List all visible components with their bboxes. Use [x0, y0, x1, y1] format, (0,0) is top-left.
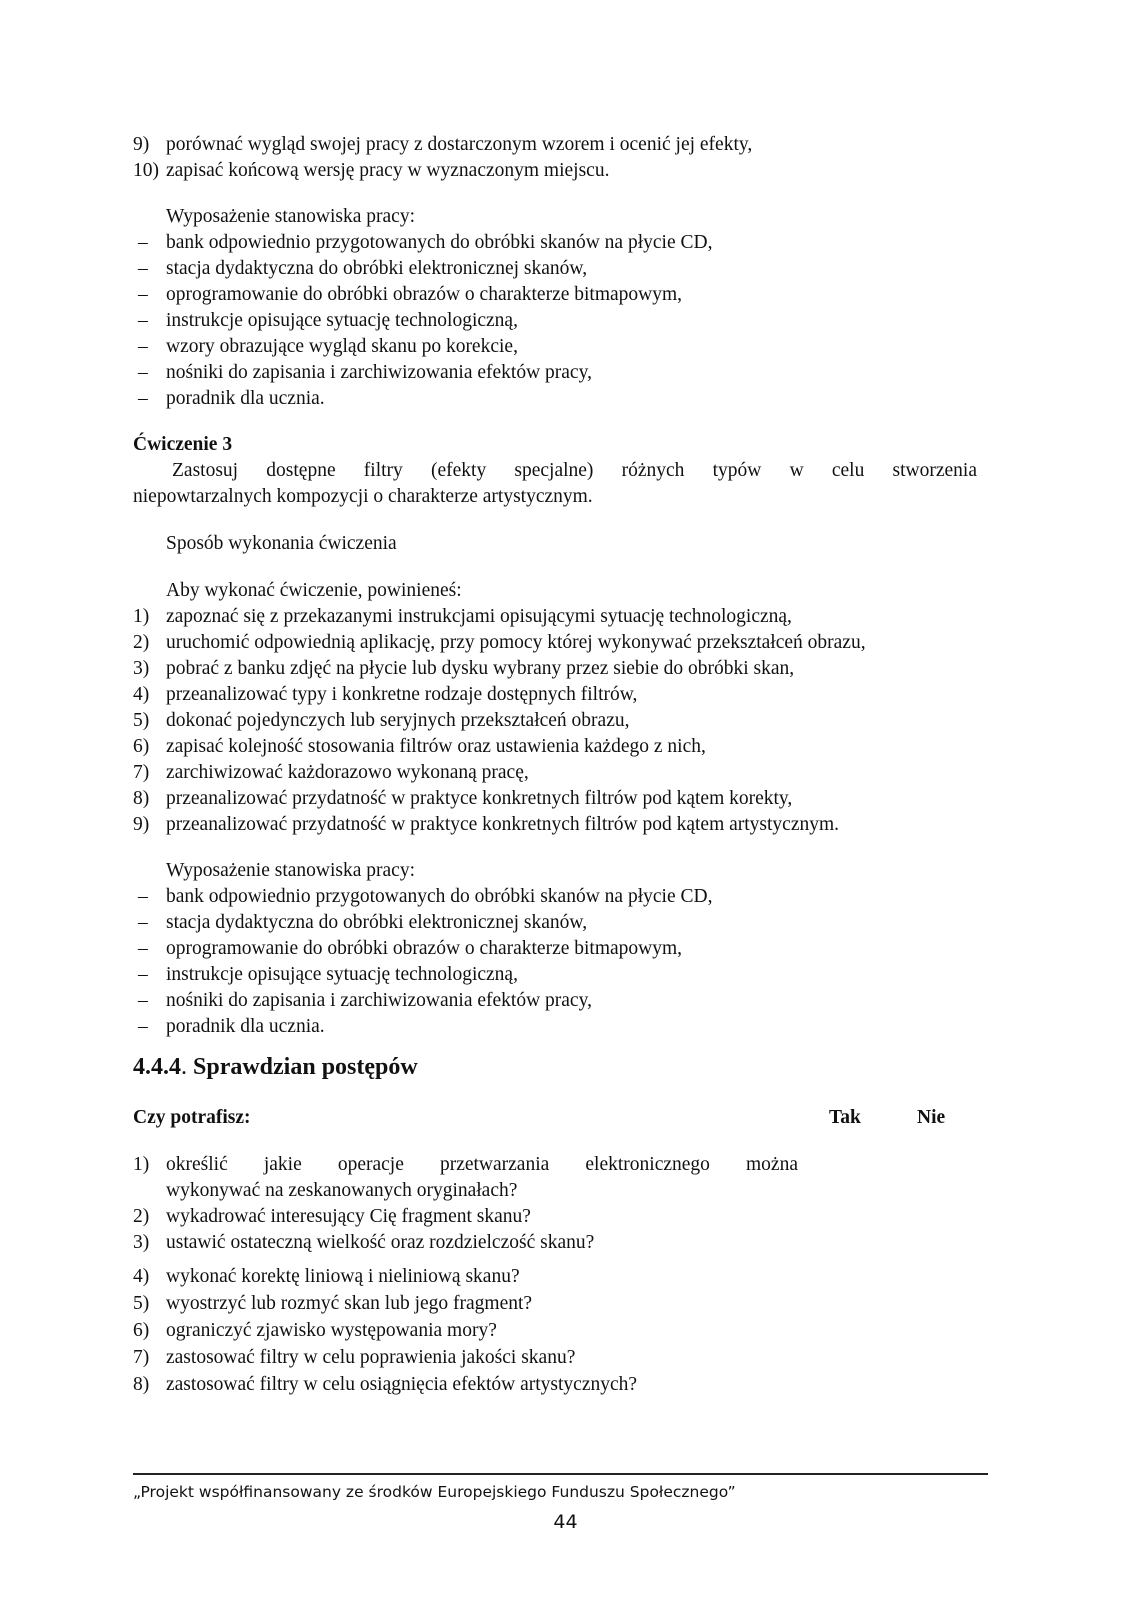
step-number: 5): [133, 710, 150, 731]
footer-divider: [133, 1473, 988, 1475]
equipment-item: oprogramowanie do obróbki obrazów o charakterze bitmapowym,: [166, 938, 683, 959]
steps-intro: Aby wykonać ćwiczenie, powinieneś:: [166, 580, 462, 601]
section-heading: [133, 1054, 418, 1081]
step-number: 3): [133, 658, 150, 679]
dash-bullet: –: [138, 938, 148, 959]
question-number: 4): [133, 1266, 150, 1287]
list-item: [133, 133, 149, 157]
step-text: zapisać kolejność stosowania filtrów oraz ustawienia każdego z nich,: [166, 736, 706, 757]
step-text: przeanalizować przydatność w praktyce konkretnych filtrów pod kątem artystycznym.: [166, 814, 840, 835]
dash-bullet: –: [138, 990, 148, 1011]
equipment-item: bank odpowiednio przygotowanych do obróbki skanów na płycie CD,: [166, 232, 713, 253]
question-text: zastosować filtry w celu osiągnięcia efektów artystycznych?: [166, 1374, 638, 1395]
list-item-text: zapisać końcową wersję pracy w wyznaczonym miejscu.: [166, 160, 610, 181]
step-number: 6): [133, 736, 150, 757]
equipment-item: instrukcje opisujące sytuację technologiczną,: [166, 310, 518, 331]
column-header-yes: Tak: [829, 1107, 861, 1128]
equipment-item: poradnik dla ucznia.: [166, 1016, 325, 1037]
step-number: 2): [133, 632, 150, 653]
step-text: dokonać pojedynczych lub seryjnych przekształceń obrazu,: [166, 710, 630, 731]
question-number: 7): [133, 1347, 150, 1368]
dash-bullet: –: [138, 258, 148, 279]
step-number: 7): [133, 762, 150, 783]
section-title: Sprawdzian postępów: [193, 1054, 418, 1080]
list-item-text: porównać wygląd swojej pracy z dostarczonym wzorem i ocenić jej efekty,: [166, 134, 753, 155]
equipment-item: nośniki do zapisania i zarchiwizowania efektów pracy,: [166, 990, 592, 1011]
section-number: 4.4.4: [133, 1054, 181, 1080]
equipment-item: nośniki do zapisania i zarchiwizowania efektów pracy,: [166, 362, 592, 383]
step-number: 9): [133, 814, 150, 835]
page-number: 44: [553, 1511, 578, 1533]
step-number: 1): [133, 606, 150, 627]
step-text: zarchiwizować każdorazowo wykonaną pracę,: [166, 762, 529, 783]
step-number: 8): [133, 788, 150, 809]
step-text: uruchomić odpowiednią aplikację, przy pomocy której wykonywać przekształceń obrazu,: [166, 632, 866, 653]
question-number: 5): [133, 1293, 150, 1314]
dash-bullet: –: [138, 362, 148, 383]
equipment-item: instrukcje opisujące sytuację technologiczną,: [166, 964, 518, 985]
question-number: 8): [133, 1374, 150, 1395]
dash-bullet: –: [138, 310, 148, 331]
question-text-line-2: wykonywać na zeskanowanych oryginałach?: [166, 1180, 518, 1201]
equipment-heading: Wyposażenie stanowiska pracy:: [166, 206, 415, 227]
question-header: Czy potrafisz:: [133, 1107, 251, 1128]
question-text: ograniczyć zjawisko występowania mory?: [166, 1320, 497, 1341]
equipment-item: bank odpowiednio przygotowanych do obróbki skanów na płycie CD,: [166, 886, 713, 907]
equipment-item: stacja dydaktyczna do obróbki elektronicznej skanów,: [166, 258, 588, 279]
item-number: 10): [133, 160, 159, 181]
question-number: 2): [133, 1206, 150, 1227]
section-separator: .: [181, 1054, 187, 1080]
equipment-heading: Wyposażenie stanowiska pracy:: [166, 860, 415, 881]
equipment-item: stacja dydaktyczna do obróbki elektronicznej skanów,: [166, 912, 588, 933]
question-text: wykadrować interesujący Cię fragment skanu?: [166, 1206, 531, 1227]
column-header-no: Nie: [917, 1107, 946, 1128]
dash-bullet: –: [138, 232, 148, 253]
step-text: przeanalizować typy i konkretne rodzaje dostępnych filtrów,: [166, 684, 638, 705]
step-text: zapoznać się z przekazanymi instrukcjami opisującymi sytuację technologiczną,: [166, 606, 792, 627]
exercise-title: Ćwiczenie 3: [133, 434, 233, 455]
exercise-description-line-2: niepowtarzalnych kompozycji o charakterze artystycznym.: [133, 486, 593, 507]
question-number: 3): [133, 1232, 150, 1253]
footer-text: „Projekt współfinansowany ze środków Europejskiego Funduszu Społecznego”: [133, 1483, 736, 1501]
dash-bullet: –: [138, 886, 148, 907]
dash-bullet: –: [138, 1016, 148, 1037]
equipment-item: poradnik dla ucznia.: [166, 388, 325, 409]
item-number: 9): [133, 134, 150, 155]
step-text: pobrać z banku zdjęć na płycie lub dysku wybrany przez siebie do obróbki skan,: [166, 658, 795, 679]
exercise-description-line-1: Zastosuj dostępne filtry (efekty specjalne) różnych typów w celu stworzenia: [172, 460, 977, 481]
dash-bullet: –: [138, 964, 148, 985]
dash-bullet: –: [138, 284, 148, 305]
dash-bullet: –: [138, 388, 148, 409]
question-number: 6): [133, 1320, 150, 1341]
question-text: ustawić ostateczną wielkość oraz rozdzielczość skanu?: [166, 1232, 595, 1253]
question-text: wykonać korektę liniową i nieliniową skanu?: [166, 1266, 520, 1287]
equipment-item: oprogramowanie do obróbki obrazów o charakterze bitmapowym,: [166, 284, 683, 305]
question-text: wyostrzyć lub rozmyć skan lub jego fragment?: [166, 1293, 533, 1314]
dash-bullet: –: [138, 336, 148, 357]
question-number: 1): [133, 1154, 150, 1175]
dash-bullet: –: [138, 912, 148, 933]
question-text-line-1: określić jakie operacje przetwarzania elektronicznego można: [166, 1154, 798, 1175]
method-heading: Sposób wykonania ćwiczenia: [166, 533, 397, 554]
question-text: zastosować filtry w celu poprawienia jakości skanu?: [166, 1347, 576, 1368]
equipment-item: wzory obrazujące wygląd skanu po korekcie,: [166, 336, 518, 357]
step-number: 4): [133, 684, 150, 705]
step-text: przeanalizować przydatność w praktyce konkretnych filtrów pod kątem korekty,: [166, 788, 793, 809]
